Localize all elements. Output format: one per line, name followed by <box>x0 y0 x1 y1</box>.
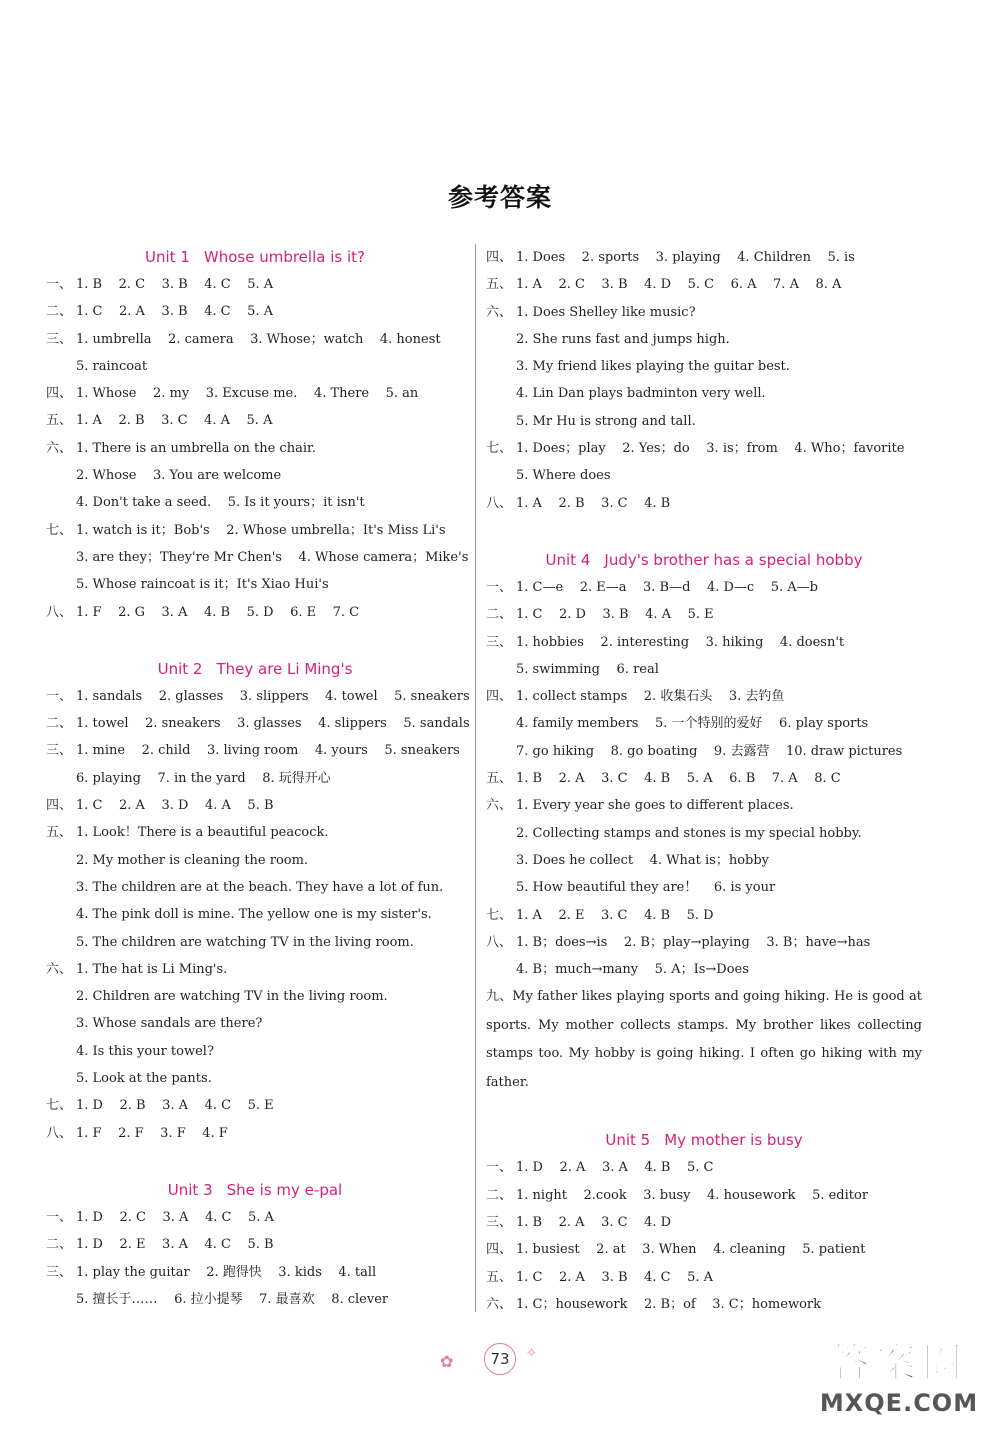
answer-line <box>46 1231 464 1258</box>
answer-continuation-line <box>486 738 922 765</box>
answer-continuation-line <box>46 901 464 928</box>
answer-line <box>486 902 922 929</box>
question-number-label: 五、 <box>46 825 73 841</box>
answer-text: 2. Whose 3. You are welcome <box>76 468 282 484</box>
answer-line <box>486 244 922 271</box>
question-number-label: 六、 <box>46 440 73 456</box>
answer-text: 1. C—e 2. E—a 3. B—d 4. D—c 5. A—b <box>516 579 818 595</box>
question-number-label: 一、 <box>486 1160 513 1176</box>
sparkle-decoration-icon: ✧ <box>526 1346 537 1361</box>
answer-text: 5. raincoat <box>76 358 148 374</box>
answer-continuation-line <box>486 820 922 847</box>
answer-text: 1. B 2. A 3. C 4. D <box>516 1215 672 1231</box>
answer-text: 1. Does 2. sports 3. playing 4. Children 5. is <box>516 250 855 265</box>
unit-name: She is my e-pal <box>226 1180 343 1199</box>
answer-text: 1. Does Shelley like music? <box>516 304 696 320</box>
question-number-label: 九、 <box>486 989 513 1005</box>
answer-line <box>486 1154 922 1181</box>
answer-text: 1. D 2. B 3. A 4. C 5. E <box>76 1098 274 1114</box>
answer-continuation-line <box>486 353 922 380</box>
answer-text: 1. Look！There is a beautiful peacock. <box>76 825 329 841</box>
answer-text: 5. swimming 6. real <box>516 661 659 677</box>
answer-line <box>486 1264 922 1291</box>
question-number-label: 一、 <box>46 277 73 292</box>
question-number-label: 七、 <box>486 907 513 923</box>
answer-text: 1. A 2. B 3. C 4. A 5. A <box>76 413 273 429</box>
answer-continuation-line <box>486 326 922 353</box>
unit-heading <box>46 1177 464 1204</box>
answer-line <box>486 765 922 792</box>
question-number-label: 五、 <box>46 413 73 429</box>
answer-continuation-line <box>486 462 922 489</box>
answer-continuation-line <box>46 489 464 516</box>
column-divider <box>475 244 476 1312</box>
answer-text: 4. B；much→many 5. A；Is→Does <box>516 962 749 978</box>
answer-line <box>46 1259 464 1286</box>
answer-text: 1. C 2. A 3. B 4. C 5. A <box>516 1269 714 1285</box>
answer-line <box>46 737 464 764</box>
answer-text: 3. are they；They're Mr Chen's 4. Whose camera；Mike's <box>76 549 469 565</box>
question-number-label: 七、 <box>46 1098 73 1114</box>
answer-line <box>486 490 922 517</box>
unit-heading <box>46 656 464 683</box>
question-number-label: 二、 <box>486 607 513 623</box>
answer-text: 1. C；housework 2. B；of 3. C；homework <box>516 1296 821 1312</box>
answer-line <box>486 683 922 710</box>
answer-text: 1. F 2. F 3. F 4. F <box>76 1125 228 1141</box>
question-number-label: 三、 <box>486 634 513 650</box>
question-number-label: 二、 <box>46 716 73 732</box>
answer-continuation-line <box>486 710 922 737</box>
answer-line <box>486 629 922 656</box>
answer-text: 1. C 2. A 3. D 4. A 5. B <box>76 798 274 814</box>
answer-line <box>46 380 464 407</box>
answer-column-right <box>486 244 922 1318</box>
unit-number: Unit 3 <box>167 1180 213 1199</box>
answer-text: 1. collect stamps 2. 收集石头 3. 去钓鱼 <box>516 689 785 705</box>
answer-continuation-line <box>46 929 464 956</box>
answer-line <box>486 271 922 298</box>
question-number-label: 二、 <box>46 304 73 320</box>
unit-number: Unit 1 <box>145 248 190 266</box>
question-number-label: 一、 <box>46 1209 73 1225</box>
question-number-label: 三、 <box>46 1264 73 1280</box>
section-gap <box>486 1097 922 1127</box>
answer-text: 1. D 2. C 3. A 4. C 5. A <box>76 1209 274 1225</box>
answer-text: 1. A 2. C 3. B 4. D 5. C 6. A 7. A 8. A <box>516 277 842 293</box>
answer-text: 3. The children are at the beach. They have a lot of fun. <box>76 879 444 895</box>
question-number-label: 四、 <box>486 250 513 265</box>
question-number-label: 二、 <box>46 1237 73 1253</box>
answer-text: 2. She runs fast and jumps high. <box>516 331 730 347</box>
question-number-label: 四、 <box>486 689 513 705</box>
answer-text: 2. Children are watching TV in the living room. <box>76 989 388 1005</box>
answer-text: 5. How beautiful they are！ 6. is your <box>516 880 776 896</box>
answer-line <box>46 792 464 819</box>
answer-line <box>46 517 464 544</box>
answer-continuation-line <box>46 1010 464 1037</box>
answer-continuation-line <box>46 571 464 598</box>
answer-continuation-line <box>46 1038 464 1065</box>
watermark-url: MXQE.COM <box>819 1389 979 1417</box>
answer-text: 1. There is an umbrella on the chair. <box>76 440 316 456</box>
answer-continuation-line <box>46 1286 464 1313</box>
question-number-label: 七、 <box>486 441 513 457</box>
unit-name: They are Li Ming's <box>216 659 353 678</box>
answer-line <box>46 1204 464 1231</box>
answer-text: 1. F 2. G 3. A 4. B 5. D 6. E 7. C <box>76 604 360 620</box>
question-number-label: 五、 <box>486 277 513 293</box>
answer-text: 1. watch is it；Bob's 2. Whose umbrella；It's Miss Li's <box>76 522 446 538</box>
answer-continuation-line <box>46 765 464 792</box>
section-gap <box>46 626 464 656</box>
answer-line <box>46 298 464 325</box>
answer-paragraph <box>486 983 922 1097</box>
answer-line <box>486 601 922 628</box>
answer-continuation-line <box>486 956 922 983</box>
unit-heading <box>486 547 922 574</box>
answer-line <box>486 435 922 462</box>
answer-continuation-line <box>46 544 469 571</box>
answer-text: 1. B 2. A 3. C 4. B 5. A 6. B 7. A 8. C <box>516 771 841 787</box>
answer-text: 3. Does he collect 4. What is；hobby <box>516 852 770 868</box>
answer-text: 7. go hiking 8. go boating 9. 去露营 10. draw pictures <box>516 743 903 759</box>
answer-line <box>486 1182 922 1209</box>
answer-line <box>486 1236 922 1263</box>
unit-number: Unit 4 <box>545 550 591 569</box>
answer-text: 1. play the guitar 2. 跑得快 3. kids 4. tall <box>76 1264 377 1280</box>
answer-continuation-line <box>46 1065 464 1092</box>
answer-text: My father likes playing sports and going hiking. He is good at sports. My mother collects stamps. My brother likes collecting stamps too. My hobby is going hiking. I often go hiking with my father. <box>486 989 922 1090</box>
answer-line <box>46 819 464 846</box>
answer-text: 1. Whose 2. my 3. Excuse me. 4. There 5. an <box>76 386 419 402</box>
answer-continuation-line <box>486 656 922 683</box>
question-number-label: 八、 <box>46 604 73 620</box>
answer-text: 1. D 2. E 3. A 4. C 5. B <box>76 1237 274 1253</box>
answer-text: 1. Every year she goes to different places. <box>516 798 794 814</box>
answer-text: 5. Where does <box>516 468 611 484</box>
answer-continuation-line <box>486 847 922 874</box>
unit-heading <box>46 244 464 271</box>
question-number-label: 六、 <box>486 304 513 320</box>
answer-text: 4. Is this your towel? <box>76 1043 214 1059</box>
page-title: 参考答案 <box>447 183 552 212</box>
question-number-label: 一、 <box>46 688 73 704</box>
answer-text: 1. sandals 2. glasses 3. slippers 4. towel 5. sneakers <box>76 688 470 704</box>
answer-text: 1. busiest 2. at 3. When 4. cleaning 5. patient <box>516 1242 866 1258</box>
answer-line <box>486 929 922 956</box>
answer-line <box>486 299 922 326</box>
section-gap <box>486 517 922 547</box>
question-number-label: 六、 <box>486 1296 513 1312</box>
section-gap <box>46 1147 464 1177</box>
answer-text: 1. umbrella 2. camera 3. Whose；watch 4. honest <box>76 331 441 347</box>
answer-line <box>46 435 464 462</box>
answer-text: 4. family members 5. 一个特别的爱好 6. play sports <box>516 716 869 732</box>
answer-text: 5. Look at the pants. <box>76 1071 212 1087</box>
answer-text: 2. My mother is cleaning the room. <box>76 852 309 868</box>
answer-text: 1. night 2.cook 3. busy 4. housework 5. editor <box>516 1187 869 1203</box>
unit-name: Whose umbrella is it? <box>203 248 365 266</box>
answer-text: 5. Mr Hu is strong and tall. <box>516 413 696 429</box>
question-number-label: 五、 <box>486 1269 513 1285</box>
page-number: 73 <box>484 1343 516 1375</box>
answer-text: 1. C 2. D 3. B 4. A 5. E <box>516 607 714 623</box>
question-number-label: 四、 <box>46 798 73 814</box>
answer-continuation-line <box>486 408 922 435</box>
answer-line <box>486 1291 922 1318</box>
answer-continuation-line <box>46 847 464 874</box>
site-watermark <box>804 1338 994 1426</box>
answer-text: 4. The pink doll is mine. The yellow one is my sister's. <box>76 907 432 923</box>
answer-line <box>46 1092 464 1119</box>
answer-line <box>46 271 464 298</box>
answer-text: 1. Does；play 2. Yes；do 3. is；from 4. Who；favorite <box>516 441 905 457</box>
answer-text: 6. playing 7. in the yard 8. 玩得开心 <box>76 770 331 786</box>
answer-line <box>46 710 470 737</box>
answer-column-left <box>46 244 470 1313</box>
unit-heading <box>486 1127 922 1154</box>
unit-name: My mother is busy <box>664 1131 803 1150</box>
question-number-label: 三、 <box>46 331 73 347</box>
unit-number: Unit 2 <box>157 659 203 678</box>
question-number-label: 四、 <box>46 386 73 402</box>
question-number-label: 二、 <box>486 1187 513 1203</box>
answer-line <box>486 792 922 819</box>
answer-text: 1. C 2. A 3. B 4. C 5. A <box>76 304 274 320</box>
answer-line <box>46 956 464 983</box>
question-number-label: 三、 <box>46 743 73 759</box>
flower-decoration-icon: ✿ <box>440 1352 454 1371</box>
answer-text: 1. hobbies 2. interesting 3. hiking 4. doesn't <box>516 634 845 650</box>
answer-line <box>46 599 464 626</box>
question-number-label: 四、 <box>486 1242 513 1258</box>
answer-line <box>46 407 464 434</box>
answer-text: 1. towel 2. sneakers 3. glasses 4. slippers 5. sandals <box>76 716 470 732</box>
answer-line <box>486 574 922 601</box>
question-number-label: 一、 <box>486 579 513 595</box>
answer-text: 5. 擅长于…… 6. 拉小提琴 7. 最喜欢 8. clever <box>76 1291 389 1307</box>
unit-number: Unit 5 <box>605 1131 651 1150</box>
answer-text: 1. A 2. E 3. C 4. B 5. D <box>516 907 714 923</box>
question-number-label: 五、 <box>486 771 513 787</box>
question-number-label: 七、 <box>46 522 73 538</box>
answer-text: 5. Whose raincoat is it；It's Xiao Hui's <box>76 577 329 593</box>
answer-text: 3. My friend likes playing the guitar best. <box>516 359 790 375</box>
answer-text: 1. B；does→is 2. B；play→playing 3. B；have→has <box>516 934 871 950</box>
answer-line <box>46 683 470 710</box>
answer-continuation-line <box>486 874 922 901</box>
answer-text: 1. A 2. B 3. C 4. B <box>516 495 671 511</box>
answer-line <box>46 1120 464 1147</box>
answer-continuation-line <box>46 983 464 1010</box>
answer-text: 2. Collecting stamps and stones is my special hobby. <box>516 825 862 841</box>
question-number-label: 八、 <box>46 1125 73 1141</box>
answer-continuation-line <box>46 353 464 380</box>
answer-text: 1. mine 2. child 3. living room 4. yours 5. sneakers <box>76 743 460 759</box>
answer-continuation-line <box>46 874 464 901</box>
question-number-label: 三、 <box>486 1215 513 1231</box>
answer-line <box>46 326 464 353</box>
answer-text: 1. B 2. C 3. B 4. C 5. A <box>76 277 274 292</box>
question-number-label: 六、 <box>486 798 513 814</box>
page-footer <box>420 1340 580 1380</box>
question-number-label: 八、 <box>486 495 513 511</box>
unit-name: Judy's brother has a special hobby <box>604 550 863 569</box>
answer-text: 4. Lin Dan plays badminton very well. <box>516 386 766 402</box>
answer-text: 1. The hat is Li Ming's. <box>76 961 228 977</box>
watermark-logo-text: 答案圈 <box>830 1340 968 1386</box>
answer-text: 3. Whose sandals are there? <box>76 1016 263 1032</box>
answer-continuation-line <box>46 462 464 489</box>
question-number-label: 六、 <box>46 961 73 977</box>
answer-continuation-line <box>486 380 922 407</box>
answer-line <box>486 1209 922 1236</box>
answer-text: 1. D 2. A 3. A 4. B 5. C <box>516 1160 714 1176</box>
answer-text: 5. The children are watching TV in the living room. <box>76 934 414 950</box>
question-number-label: 八、 <box>486 934 513 950</box>
answer-text: 4. Don't take a seed. 5. Is it yours；it isn't <box>76 495 365 511</box>
